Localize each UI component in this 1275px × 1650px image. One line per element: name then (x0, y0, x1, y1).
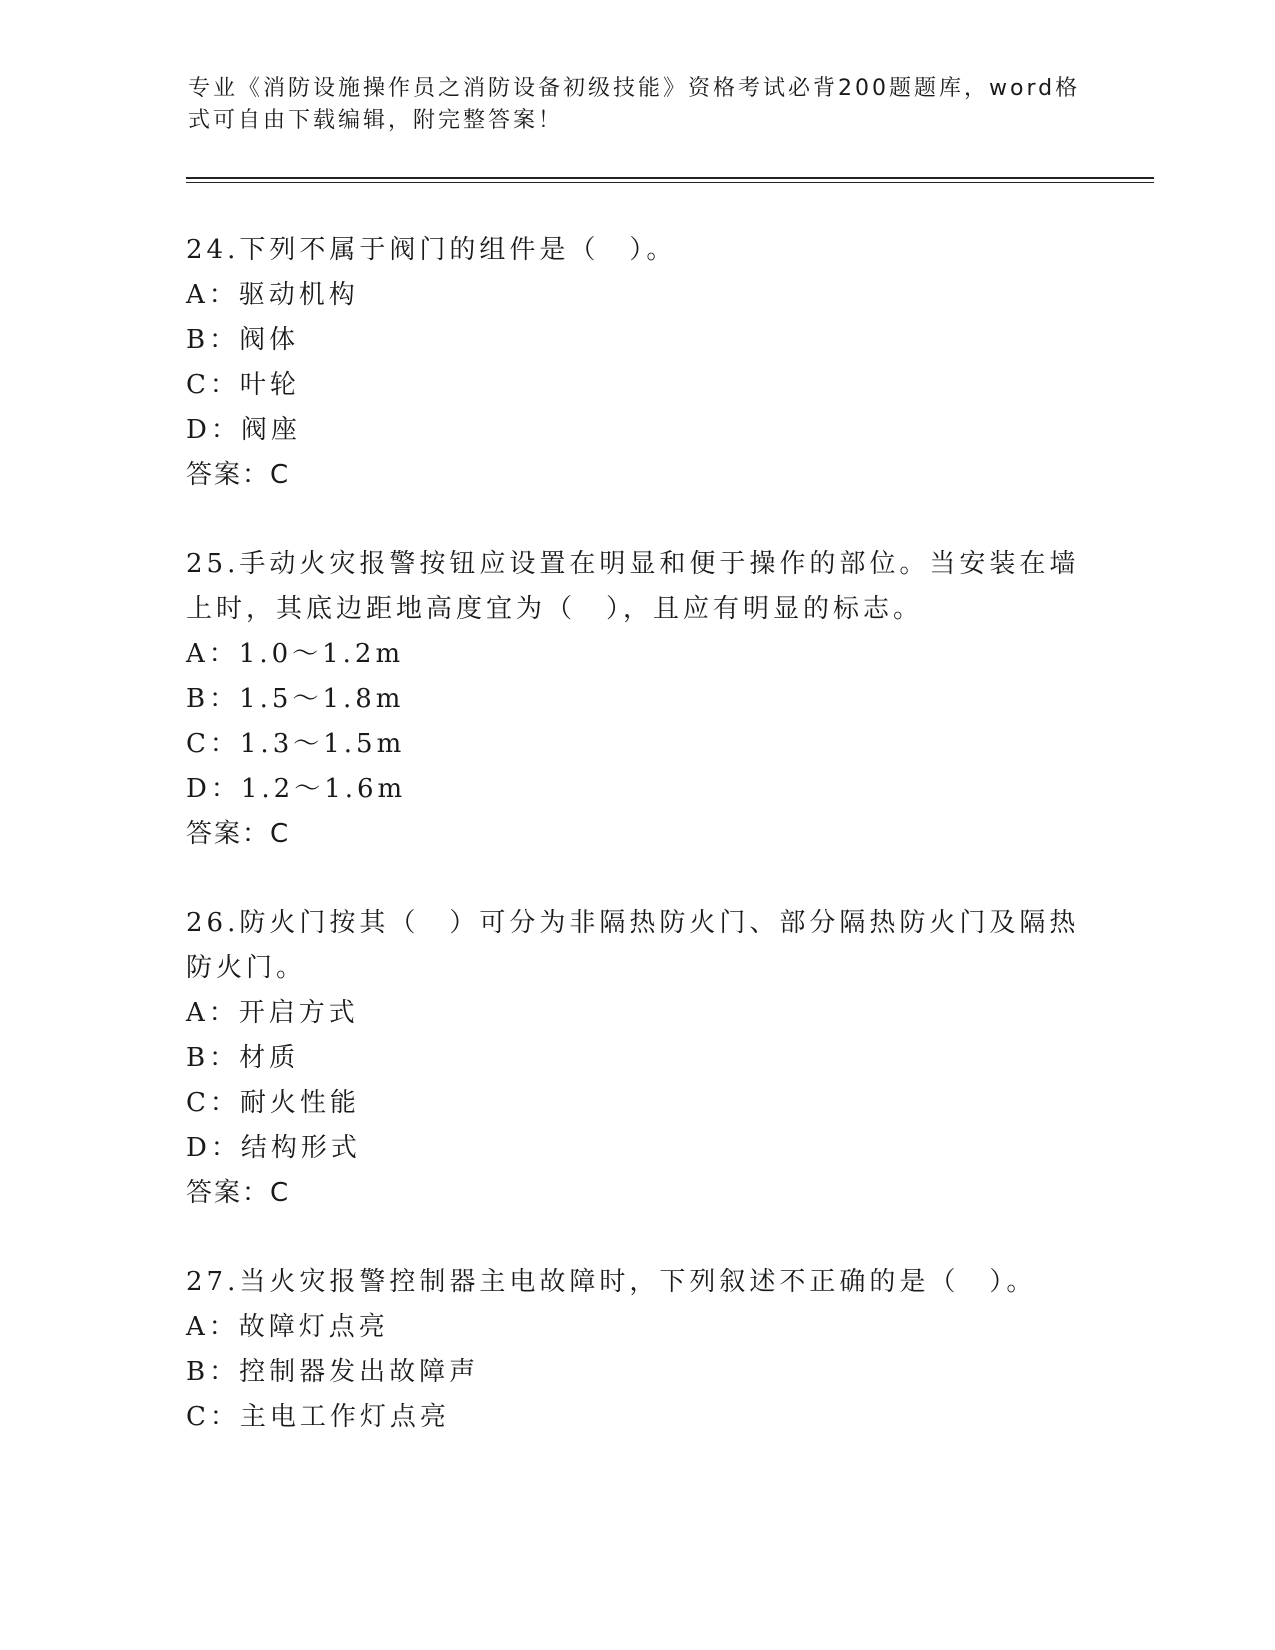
option-b: B：1.5～1.8m (186, 684, 405, 714)
option-a: A：故障灯点亮 (186, 1312, 389, 1342)
option-b: B：材质 (186, 1043, 300, 1073)
option-a: A：1.0～1.2m (186, 639, 405, 669)
option-d: D：阀座 (186, 415, 301, 445)
option-d: D：1.2～1.6m (186, 774, 407, 804)
question-26 (186, 901, 1086, 1216)
option-b: B：阀体 (186, 325, 300, 355)
question-25 (186, 542, 1086, 857)
option-c: C：主电工作灯点亮 (186, 1402, 450, 1432)
option-a: A：开启方式 (186, 998, 359, 1028)
question-stem: 25.手动火灾报警按钮应设置在明显和便于操作的部位。当安装在墙上时，其底边距地高度宜为（ ），且应有明显的标志。 (186, 549, 1080, 624)
question-24 (186, 228, 1086, 498)
option-c: C：耐火性能 (186, 1088, 360, 1118)
question-27 (186, 1260, 1086, 1440)
answer-line: 答案：C (186, 819, 291, 849)
option-d: D：结构形式 (186, 1133, 361, 1163)
document-header: 专业《消防设施操作员之消防设备初级技能》资格考试必背200题题库，word格式可自由下载编辑，附完整答案！ (188, 76, 1081, 133)
option-a: A：驱动机构 (186, 280, 359, 310)
option-c: C：1.3～1.5m (186, 729, 406, 759)
header-divider-thin (186, 182, 1154, 183)
question-list (186, 228, 1086, 1484)
answer-line: 答案：C (186, 1178, 291, 1208)
question-stem: 26.防火门按其（ ）可分为非隔热防火门、部分隔热防火门及隔热防火门。 (186, 908, 1080, 983)
option-c: C：叶轮 (186, 370, 300, 400)
question-stem: 24.下列不属于阀门的组件是（ ）。 (186, 235, 677, 265)
header-divider-thick (186, 177, 1154, 179)
question-stem: 27.当火灾报警控制器主电故障时，下列叙述不正确的是（ ）。 (186, 1267, 1037, 1297)
answer-line: 答案：C (186, 460, 291, 490)
option-b: B：控制器发出故障声 (186, 1357, 480, 1387)
